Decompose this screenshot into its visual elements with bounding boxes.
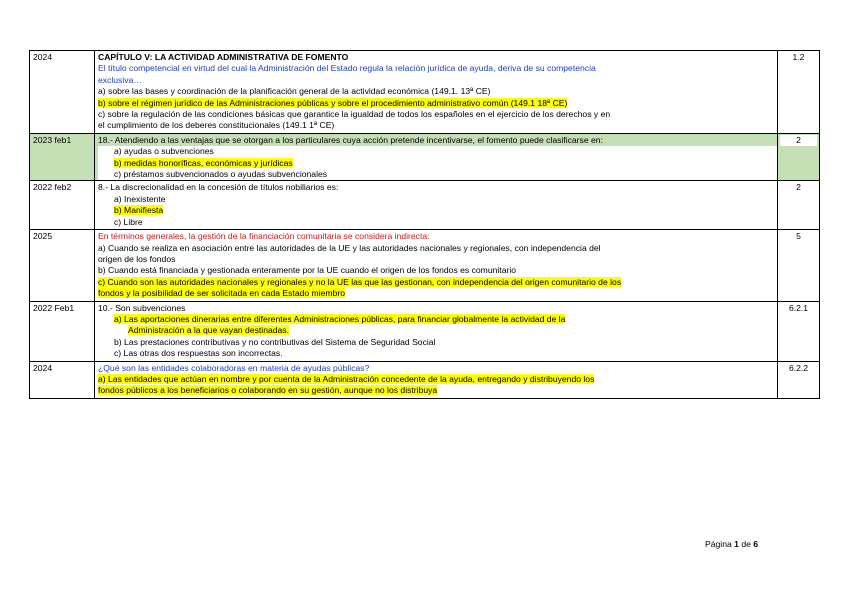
content-cell xyxy=(95,361,778,398)
option-c: c) Las otras dos respuestas son incorrectas. xyxy=(114,348,283,359)
of-word: de xyxy=(741,539,751,549)
page-word: Página xyxy=(705,539,732,549)
options-box xyxy=(98,146,777,180)
table-row xyxy=(30,230,820,301)
option-c-cont: el cumplimiento de los deberes constitucionales (149.1 1ª CE) xyxy=(98,120,335,131)
page-footer xyxy=(705,539,758,549)
option-b: b) sobre el régimen jurídico de las Administraciones públicas y sobre el procedimiento administrativo común (149.1 18ª CE) xyxy=(98,97,568,108)
content-cell xyxy=(95,181,778,230)
option-a: a) Inexistente xyxy=(114,193,166,204)
option-a-cont: origen de los fondos xyxy=(98,253,176,264)
page-total: 6 xyxy=(753,539,759,549)
option-a: a) Las aportaciones dinerarias entre diferentes Administraciones públicas, para financiar globalmente la actividad de la xyxy=(114,313,566,324)
option-c-cont: fondos y la posibilidad de ser solicitada en cada Estado miembro xyxy=(98,288,345,299)
year-cell: 2022 Feb1 xyxy=(30,301,95,361)
year-cell: 2023 feb1 xyxy=(30,133,95,181)
ref-cell: 5 xyxy=(778,230,820,301)
option-a: a) Cuando se realiza en asociación entre las autoridades de la UE y las autoridades nacionales y regionales, con independencia del xyxy=(98,242,601,253)
question-text: En términos generales, la gestión de la financiación comunitaria se considera indirecta: xyxy=(98,231,430,242)
content-cell xyxy=(95,230,778,301)
content-cell xyxy=(95,51,778,134)
option-c: c) Libre xyxy=(114,216,143,227)
question-text: 18.- Atendiendo a las ventajas que se otorgan a los particulares cuya acción pretende incentivarse, el fomento puede clasificarse en: xyxy=(98,134,603,145)
table-row xyxy=(30,133,820,181)
year-cell: 2025 xyxy=(30,230,95,301)
option-a: a) Las entidades que actúan en nombre y por cuenta de la Administración concedente de la ayuda, entregando y distribuyendo los xyxy=(98,373,595,384)
option-c: c) Cuando son las autoridades nacionales y regionales y no la UE las que las gestionan, con independencia del origen comunitario de los xyxy=(98,276,622,287)
question-text: El título competencial en virtud del cual la Administración del Estado regula la relación jurídica de ayuda, deriva de su competencia xyxy=(98,63,596,74)
option-c: c) sobre la regulación de las condiciones básicas que garantice la igualdad de todos los españoles en el ejercicio de los derechos y en xyxy=(98,109,611,120)
year-cell: 2024 xyxy=(30,51,95,134)
ref-cell: 6.2.2 xyxy=(778,361,820,398)
option-a-cont: Administración a la que vayan destinadas. xyxy=(128,325,289,336)
chapter-title: CAPÍTULO V: LA ACTIVIDAD ADMINISTRATIVA DE FOMENTO xyxy=(98,52,349,62)
table-row xyxy=(30,301,820,361)
option-a: a) ayudas o subvenciones xyxy=(114,146,214,157)
ref-cell: 6.2.1 xyxy=(778,301,820,361)
question-text: 10.- Son subvenciones xyxy=(98,302,186,313)
ref-cell xyxy=(778,133,820,181)
ref-cell: 1.2 xyxy=(778,51,820,134)
option-b: b) Cuando está financiada y gestionada enteramente por la UE cuando el origen de los fondos es comunitario xyxy=(98,265,517,276)
question-text-cont: exclusiva… xyxy=(98,74,142,85)
table-row xyxy=(30,181,820,230)
option-a-cont: fondos públicos a los beneficiarios o colaborando en su gestión, aunque no los distribuya xyxy=(98,385,438,396)
page-number: 1 xyxy=(734,539,739,549)
year-cell: 2024 xyxy=(30,361,95,398)
option-a: a) sobre las bases y coordinación de la planificación general de la actividad económica (149.1. 13ª CE) xyxy=(98,86,491,97)
questions-table xyxy=(29,50,820,399)
question-text: ¿Qué son las entidades colaboradoras en materia de ayudas públicas? xyxy=(98,362,370,373)
option-b: b) Las prestaciones contributivas y no contributivas del Sistema de Seguridad Social xyxy=(114,336,436,347)
ref-value: 2 xyxy=(780,135,817,146)
table-row xyxy=(30,51,820,134)
option-b: b) medidas honoríficas, económicas y jurídicas xyxy=(114,157,293,168)
content-cell xyxy=(95,133,778,181)
year-cell: 2022 feb2 xyxy=(30,181,95,230)
content-cell xyxy=(95,301,778,361)
question-text: 8.- La discrecionalidad en la concesión de títulos nobiliarios es: xyxy=(98,182,339,193)
option-b: b) Manifiesta xyxy=(114,205,164,216)
table-row xyxy=(30,361,820,398)
option-c: c) préstamos subvencionados o ayudas subvencionales xyxy=(114,169,328,180)
ref-cell: 2 xyxy=(778,181,820,230)
